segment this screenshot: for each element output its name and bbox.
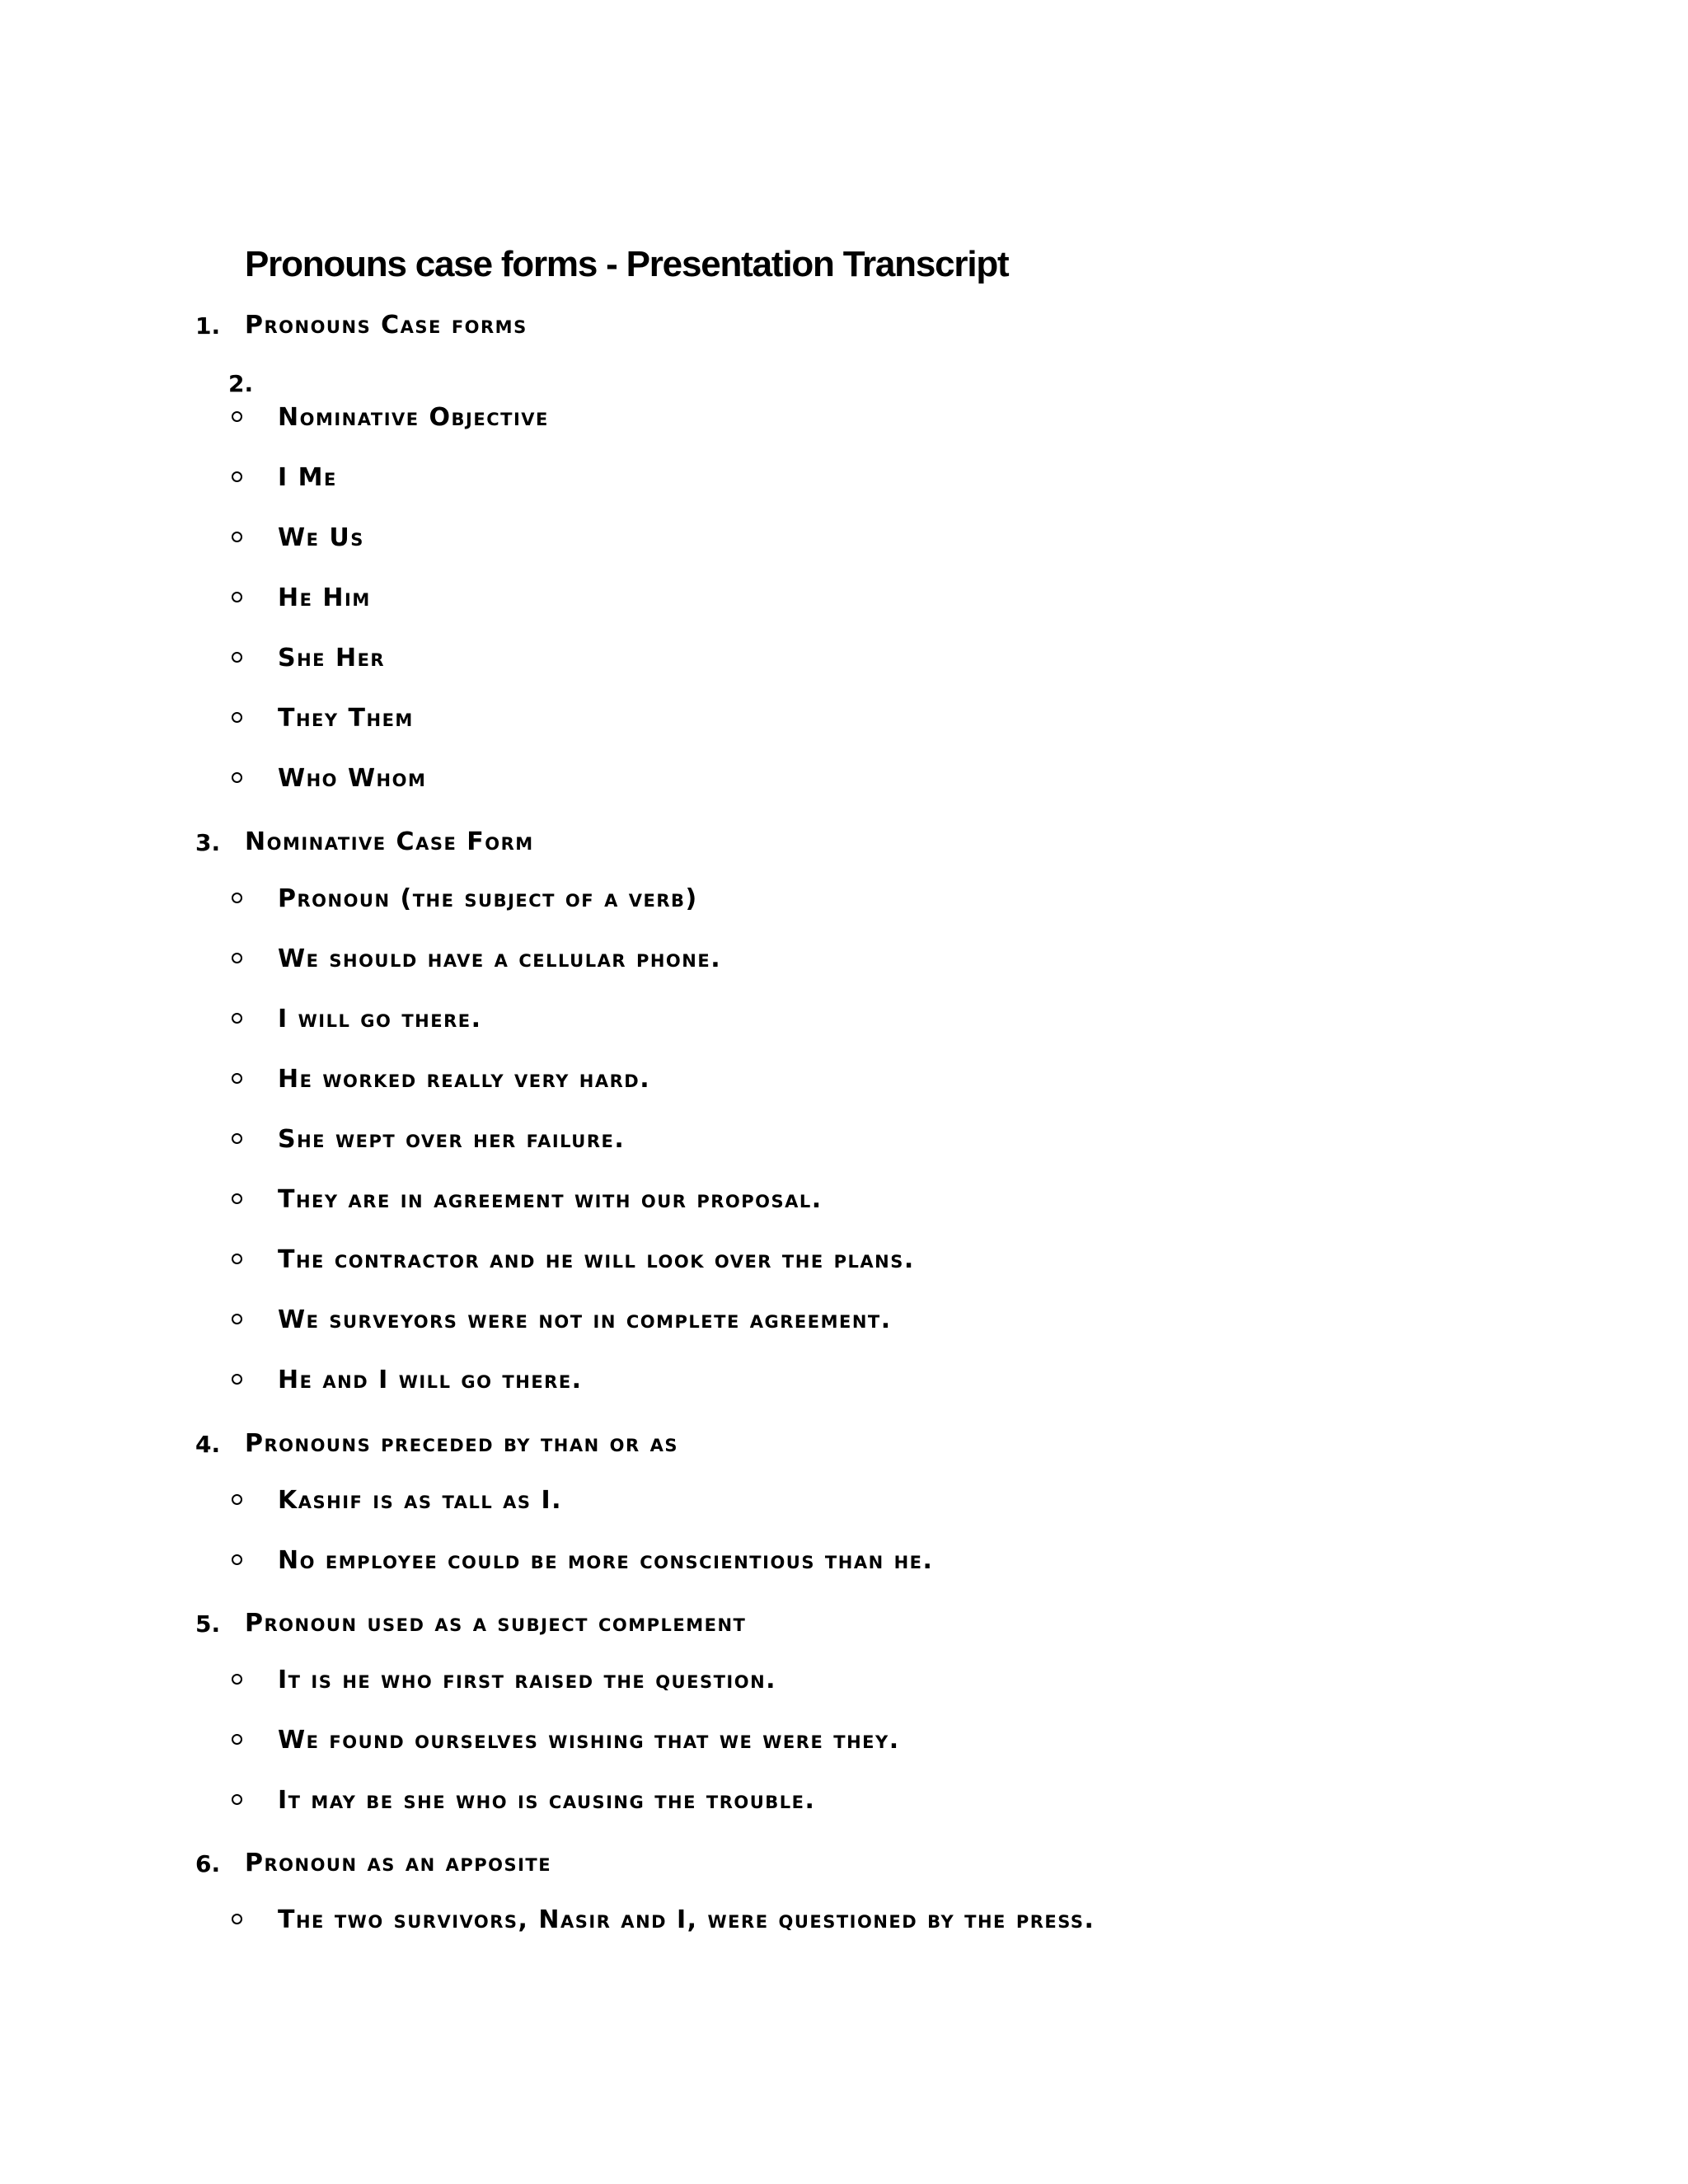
- list-bullet: [232, 1133, 242, 1144]
- list-bullet: [232, 1013, 242, 1024]
- list-item: They Them: [278, 704, 414, 733]
- section-number: 1.: [195, 312, 221, 340]
- section-number: 2.: [228, 370, 254, 397]
- list-bullet: [232, 1494, 242, 1505]
- list-bullet: [232, 411, 242, 422]
- list-item: We Us: [278, 523, 364, 552]
- list-item: It may be she who is causing the trouble.: [278, 1786, 816, 1815]
- list-bullet: [232, 772, 242, 783]
- list-item: Kashif is as tall as I.: [278, 1486, 563, 1515]
- list-item: They are in agreement with our proposal.: [278, 1185, 823, 1214]
- list-bullet: [232, 893, 242, 903]
- list-item: We should have a cellular phone.: [278, 944, 722, 973]
- section-heading: Pronoun as an apposite: [245, 1849, 552, 1877]
- section-heading: Nominative Case Form: [245, 827, 534, 856]
- list-item: She Her: [278, 644, 386, 673]
- list-bullet: [232, 1554, 242, 1565]
- list-bullet: [232, 953, 242, 963]
- list-item: The two survivors, Nasir and I, were questioned by the press.: [278, 1905, 1095, 1934]
- list-item: He Him: [278, 583, 371, 612]
- section-number: 5.: [195, 1610, 221, 1638]
- section-heading: Pronoun used as a subject complement: [245, 1609, 747, 1638]
- section-heading: Pronouns Case forms: [245, 311, 528, 340]
- list-item: Who Whom: [278, 764, 427, 793]
- list-bullet: [232, 1314, 242, 1324]
- list-bullet: [232, 592, 242, 602]
- list-bullet: [232, 471, 242, 482]
- list-bullet: [232, 532, 242, 542]
- list-item: We found ourselves wishing that we were they.: [278, 1726, 900, 1755]
- section-number: 6.: [195, 1850, 221, 1877]
- list-item: It is he who first raised the question.: [278, 1666, 777, 1694]
- list-bullet: [232, 1193, 242, 1204]
- list-bullet: [232, 1794, 242, 1805]
- list-item: He and I will go there.: [278, 1366, 583, 1394]
- list-item: No employee could be more conscientious than he.: [278, 1546, 934, 1575]
- list-item: The contractor and he will look over the plans.: [278, 1245, 915, 1274]
- list-bullet: [232, 1374, 242, 1385]
- list-bullet: [232, 1073, 242, 1084]
- list-item: Nominative Objective: [278, 403, 549, 432]
- list-bullet: [232, 1734, 242, 1745]
- list-bullet: [232, 1674, 242, 1685]
- list-item: I Me: [278, 463, 337, 492]
- section-number: 4.: [195, 1431, 221, 1458]
- list-item: I will go there.: [278, 1005, 482, 1033]
- list-item: Pronoun (the subject of a verb): [278, 884, 698, 913]
- list-bullet: [232, 1914, 242, 1924]
- list-item: He worked really very hard.: [278, 1065, 651, 1094]
- section-heading: Pronouns preceded by than or as: [245, 1429, 678, 1458]
- list-bullet: [232, 712, 242, 723]
- page-title: Pronouns case forms - Presentation Transcript: [245, 244, 1009, 284]
- section-number: 3.: [195, 829, 221, 856]
- list-bullet: [232, 1254, 242, 1264]
- list-item: We surveyors were not in complete agreement.: [278, 1305, 892, 1334]
- list-item: She wept over her failure.: [278, 1125, 626, 1154]
- list-bullet: [232, 652, 242, 663]
